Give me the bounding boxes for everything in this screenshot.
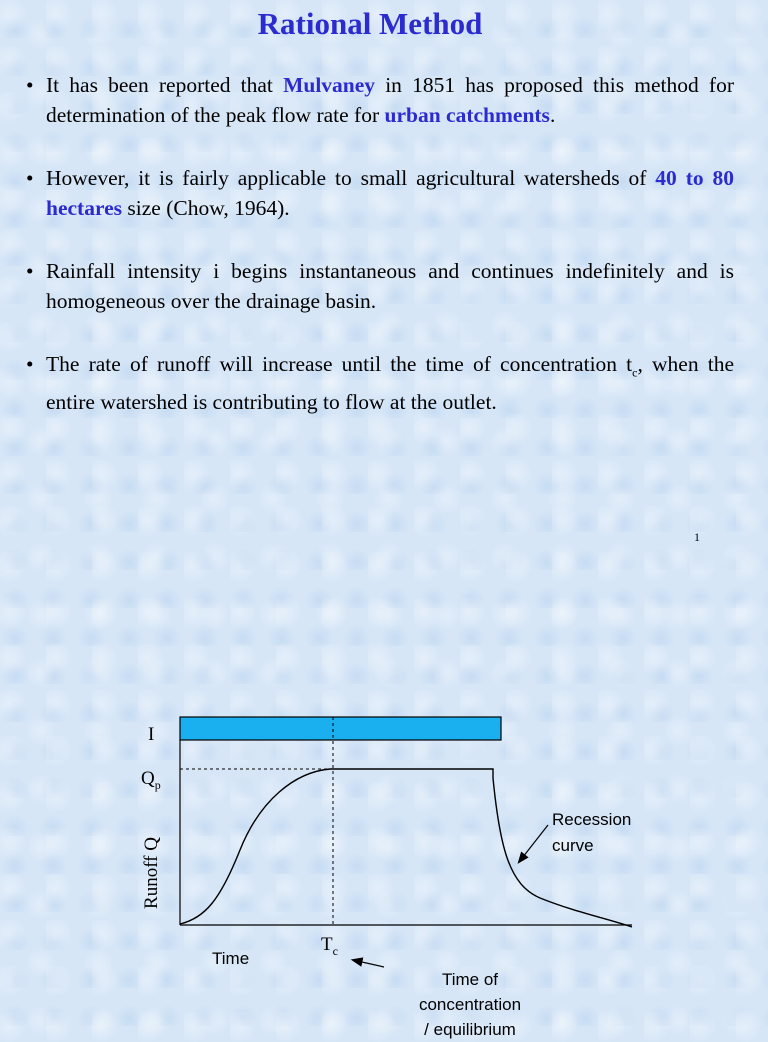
- bullet-text: in 1851 has proposed this method for determination of the peak flow rate for: [46, 73, 735, 127]
- bullet-dot: •: [26, 166, 34, 190]
- bullet-item: [26, 256, 734, 316]
- tc-note-line1: Time of: [441, 970, 499, 989]
- tc-note-line2: concentration: [418, 995, 522, 1014]
- recession-label-line1: Recession: [552, 810, 632, 829]
- peak-flow-label-main: Q: [141, 768, 155, 789]
- tc-note-line3: / equilibrium: [424, 1020, 516, 1039]
- highlight-urban-catchments: urban catchments: [384, 103, 550, 127]
- highlight-hectares: 40 to 80 hectares: [46, 166, 734, 220]
- intensity-label: I: [148, 724, 155, 745]
- bullet-item: [26, 349, 734, 417]
- bullet-dot: •: [26, 259, 34, 283]
- bullet-text: It has been reported that: [46, 73, 284, 97]
- tc-label: [321, 934, 338, 959]
- slide-number: 1: [694, 530, 700, 544]
- bullet-list: [26, 70, 734, 450]
- bullet-item: [26, 70, 734, 130]
- recession-label-line2: curve: [552, 836, 594, 855]
- tc-label-sub: c: [332, 943, 338, 958]
- y-axis-label: Runoff Q: [140, 837, 162, 909]
- peak-flow-label-sub: p: [154, 777, 161, 792]
- hydrograph-diagram: [0, 700, 768, 1024]
- bullet-text: size (Chow, 1964).: [122, 196, 290, 220]
- recession-curve-label: [552, 807, 631, 859]
- bullet-text: .: [549, 103, 556, 127]
- bullet-item: [26, 163, 734, 223]
- highlight-mulvaney: Mulvaney: [283, 73, 376, 97]
- bullet-dot: •: [26, 352, 34, 376]
- bullet-text: Rainfall intensity i begins instantaneous and continues indefinitely and is homogeneous over the drainage basin.: [46, 259, 734, 313]
- bullet-text: The rate of runoff will increase until the time of concentration t: [46, 352, 633, 376]
- rainfall-intensity-bar: [180, 717, 501, 740]
- bullet-text: However, it is fairly applicable to small agricultural watersheds of: [46, 166, 656, 190]
- tc-label-main: T: [321, 934, 333, 955]
- bullet-dot: •: [26, 73, 34, 97]
- tc-arrow: [353, 960, 384, 967]
- peak-flow-label: [141, 768, 161, 793]
- recession-arrow: [519, 825, 548, 862]
- slide-title: Rational Method: [257, 6, 483, 41]
- subscript-c: c: [632, 365, 638, 380]
- tc-note-label: [400, 967, 540, 1042]
- x-axis-label: Time: [212, 949, 250, 968]
- bullet-text: , when the entire watershed is contributing to flow at the outlet.: [46, 352, 735, 415]
